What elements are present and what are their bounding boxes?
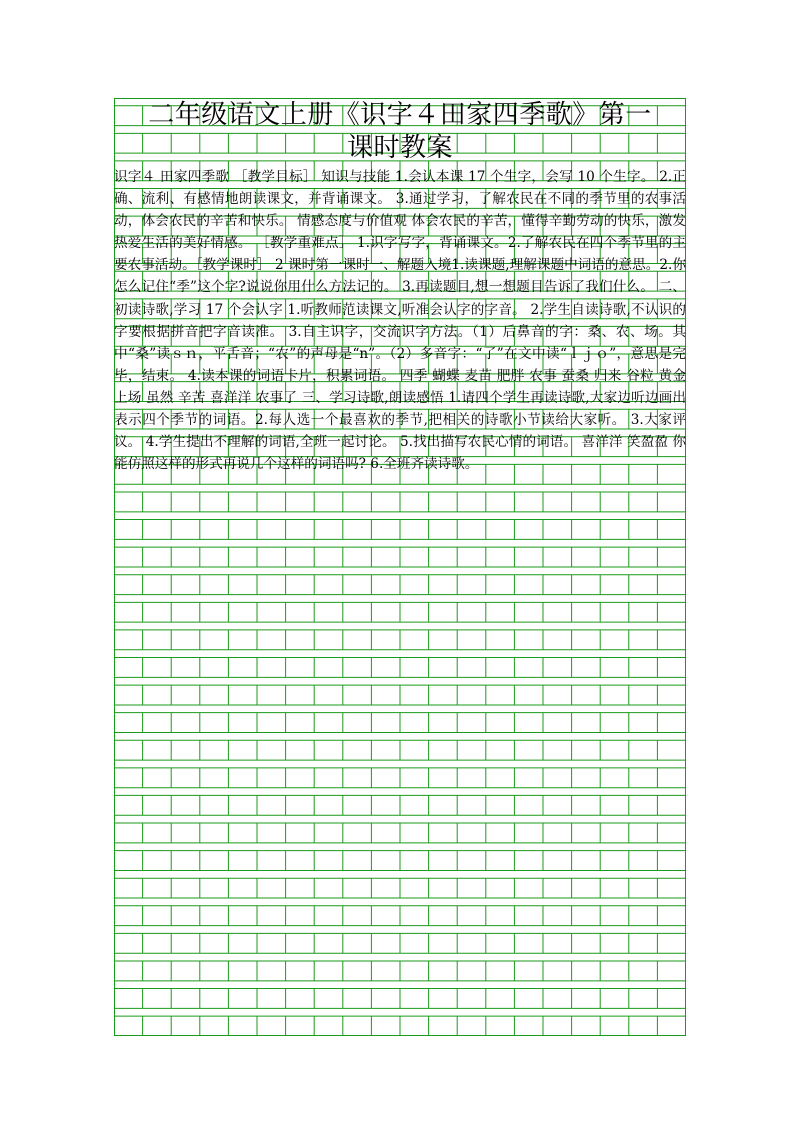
document-title: [114, 98, 686, 165]
title-line-1: 二年级语文上册《识字４田家四季歌》第一: [148, 100, 652, 130]
title-line-2: 课时教案: [346, 133, 453, 163]
lesson-plan-body: 识字４ 田家四季歌 ［教学目标］ 知识与技能 1.会认本课 17 个生字，会写 10 个生字。 2.正确、流利、有感情地朗读课文，并背诵课文。 3.通过学习，了解农民在不同的季节里的农事活动，体会农民的辛苦和快乐。 情感态度与价值观 体会农民的辛苦，懂得辛勤劳动的快乐，激发热爱生活的美好情感。 ［教学重难点］ 1.识字写字，背诵课文。2.了解农民在四个季节里的主要农事活动。［教学课时］ 2 课时第一课时一、解题入境1.读课题,理解课题中词语的意思。2.你怎么记住“季”这个字?说说你用什么方法记的。 3.再读题目,想一想题目告诉了我们什么。 二、初读诗歌,学习 17 个会认字 1.听教师范读课文,听准会认字的字音。 2.学生自读诗歌,不认识的字要根据拼音把字音读准。 3.自主识字，交流识字方法。（1）后鼻音的字：桑、农、场。其中“桑”读ｓｎ，平舌音；“农”的声母是“n”。（2）多音字：“了”在文中读“ｌｊｏ”，意思是完毕，结束。 4.读本课的词语卡片，积累词语。 四季 蝴蝶 麦苗 肥胖 农事 蚕桑 归来 谷粒 黄金 上场 虽然 辛苦 喜洋洋 农事了 三、学习诗歌,朗读感悟 1.请四个学生再读诗歌,大家边听边画出表示四个季节的词语。2.每人选一个最喜欢的季节,把相关的诗歌小节读给大家听。 3.大家评议。 4.学生提出不理解的词语,全班一起讨论。 5.找出描写农民心情的词语。 喜洋洋 笑盈盈 你能仿照这样的形式再说几个这样的词语吗? 6.全班齐读诗歌。: [114, 169, 686, 473]
